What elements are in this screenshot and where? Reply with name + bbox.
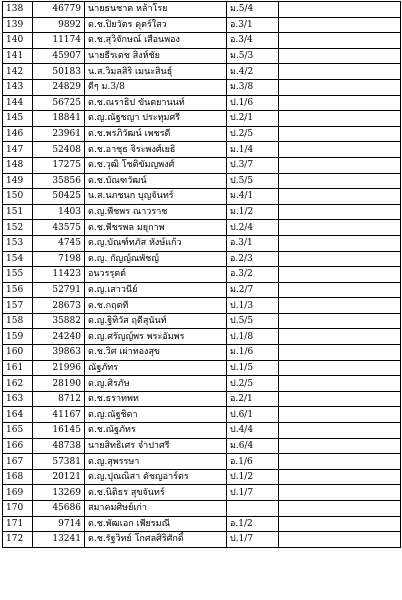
table-row bbox=[3, 376, 401, 392]
student-name-cell: นายธนชาต หล้าโรย bbox=[85, 2, 227, 18]
student-name-cell: ด.ช.ณราธิป ขันตยานนท์ bbox=[85, 95, 227, 111]
student-name-cell: ด.ญ.ศิรภัษ bbox=[85, 376, 227, 392]
class-cell: อ.3/2 bbox=[227, 267, 279, 283]
row-number-cell: 138 bbox=[3, 2, 33, 18]
student-name-cell: ด.ช.วิศ เผ่าทองสุข bbox=[85, 345, 227, 361]
student-name-cell: ด.ญ.พีชพร ณาวราช bbox=[85, 204, 227, 220]
class-cell: ม.1/2 bbox=[227, 204, 279, 220]
student-id-cell: 56725 bbox=[33, 95, 85, 111]
student-name-cell: นายธีรเดช สิงห์ชัย bbox=[85, 48, 227, 64]
class-cell: ป.4/4 bbox=[227, 423, 279, 439]
blank-cell bbox=[279, 251, 401, 267]
table-row bbox=[3, 282, 401, 298]
blank-cell bbox=[279, 189, 401, 205]
blank-cell bbox=[279, 220, 401, 236]
class-cell: อ.3/4 bbox=[227, 33, 279, 49]
student-id-cell: 35882 bbox=[33, 313, 85, 329]
student-id-cell: 48738 bbox=[33, 438, 85, 454]
blank-cell bbox=[279, 142, 401, 158]
class-cell: ม.4/2 bbox=[227, 64, 279, 80]
blank-cell bbox=[279, 17, 401, 33]
row-number-cell: 153 bbox=[3, 235, 33, 251]
class-cell: ม.6/4 bbox=[227, 438, 279, 454]
student-id-cell: 16145 bbox=[33, 423, 85, 439]
student-name-cell: ณัฐภัทร bbox=[85, 360, 227, 376]
student-name-cell: ด.ช.ณัฐภัทร bbox=[85, 423, 227, 439]
row-number-cell: 169 bbox=[3, 485, 33, 501]
class-cell: อ.3/1 bbox=[227, 235, 279, 251]
student-name-cell: ด.ช.วุฒิ โชติขัมญพงศ์ bbox=[85, 157, 227, 173]
class-cell: ป.6/1 bbox=[227, 407, 279, 423]
table-row bbox=[3, 17, 401, 33]
class-cell: ป.1/2 bbox=[227, 469, 279, 485]
student-id-cell: 52791 bbox=[33, 282, 85, 298]
student-name-cell: ด.ญ.สุพรรษา bbox=[85, 454, 227, 470]
blank-cell bbox=[279, 423, 401, 439]
student-id-cell: 39863 bbox=[33, 345, 85, 361]
row-number-cell: 140 bbox=[3, 33, 33, 49]
student-id-cell: 45686 bbox=[33, 501, 85, 517]
student-id-cell: 57381 bbox=[33, 454, 85, 470]
student-id-cell: 52408 bbox=[33, 142, 85, 158]
row-number-cell: 170 bbox=[3, 501, 33, 517]
student-name-cell: ด.ญ.ฐิทิวัส ฤดีสุนันท์ bbox=[85, 313, 227, 329]
row-number-cell: 158 bbox=[3, 313, 33, 329]
row-number-cell: 144 bbox=[3, 95, 33, 111]
student-id-cell: 11423 bbox=[33, 267, 85, 283]
student-id-cell: 21996 bbox=[33, 360, 85, 376]
blank-cell bbox=[279, 469, 401, 485]
blank-cell bbox=[279, 235, 401, 251]
class-cell: ม.4/1 bbox=[227, 189, 279, 205]
class-cell: ป.2/5 bbox=[227, 376, 279, 392]
table-row bbox=[3, 532, 401, 548]
class-cell: ป.2/1 bbox=[227, 111, 279, 127]
table-row bbox=[3, 501, 401, 517]
student-id-cell: 28190 bbox=[33, 376, 85, 392]
roster-table bbox=[2, 1, 401, 548]
student-name-cell: ดีๆ ม.3/8 bbox=[85, 79, 227, 95]
row-number-cell: 141 bbox=[3, 48, 33, 64]
blank-cell bbox=[279, 391, 401, 407]
table-row bbox=[3, 251, 401, 267]
blank-cell bbox=[279, 454, 401, 470]
class-cell: ป.3/7 bbox=[227, 157, 279, 173]
blank-cell bbox=[279, 64, 401, 80]
student-id-cell: 20121 bbox=[33, 469, 85, 485]
student-name-cell: ด.ช.บัณฑวัฒน์ bbox=[85, 173, 227, 189]
blank-cell bbox=[279, 485, 401, 501]
row-number-cell: 168 bbox=[3, 469, 33, 485]
student-name-cell: ด.ญ. กัญญ์ณพัชญ์ bbox=[85, 251, 227, 267]
blank-cell bbox=[279, 173, 401, 189]
table-row bbox=[3, 173, 401, 189]
student-id-cell: 50183 bbox=[33, 64, 85, 80]
student-id-cell: 13269 bbox=[33, 485, 85, 501]
student-id-cell: 9892 bbox=[33, 17, 85, 33]
table-row bbox=[3, 298, 401, 314]
blank-cell bbox=[279, 33, 401, 49]
student-name-cell: น.ส.นภชนก บุญจันทร์ bbox=[85, 189, 227, 205]
row-number-cell: 145 bbox=[3, 111, 33, 127]
blank-cell bbox=[279, 438, 401, 454]
row-number-cell: 171 bbox=[3, 516, 33, 532]
row-number-cell: 163 bbox=[3, 391, 33, 407]
row-number-cell: 154 bbox=[3, 251, 33, 267]
student-id-cell: 1403 bbox=[33, 204, 85, 220]
blank-cell bbox=[279, 111, 401, 127]
table-row bbox=[3, 142, 401, 158]
row-number-cell: 167 bbox=[3, 454, 33, 470]
blank-cell bbox=[279, 360, 401, 376]
row-number-cell: 165 bbox=[3, 423, 33, 439]
blank-cell bbox=[279, 376, 401, 392]
table-row bbox=[3, 360, 401, 376]
row-number-cell: 151 bbox=[3, 204, 33, 220]
table-row bbox=[3, 267, 401, 283]
table-row bbox=[3, 407, 401, 423]
row-number-cell: 156 bbox=[3, 282, 33, 298]
student-id-cell: 45907 bbox=[33, 48, 85, 64]
student-id-cell: 4745 bbox=[33, 235, 85, 251]
row-number-cell: 147 bbox=[3, 142, 33, 158]
class-cell: ป.1/3 bbox=[227, 298, 279, 314]
class-cell: ป.1/7 bbox=[227, 532, 279, 548]
student-name-cell: ด.ช.กฤตที bbox=[85, 298, 227, 314]
blank-cell bbox=[279, 79, 401, 95]
class-cell: ม.1/6 bbox=[227, 345, 279, 361]
row-number-cell: 164 bbox=[3, 407, 33, 423]
blank-cell bbox=[279, 532, 401, 548]
class-cell: ป.5/5 bbox=[227, 173, 279, 189]
student-id-cell: 46779 bbox=[33, 2, 85, 18]
student-name-cell: ด.ช.สุวิจักษณ์ เสือนพอง bbox=[85, 33, 227, 49]
student-id-cell: 9714 bbox=[33, 516, 85, 532]
blank-cell bbox=[279, 267, 401, 283]
student-id-cell: 13241 bbox=[33, 532, 85, 548]
table-row bbox=[3, 235, 401, 251]
table-row bbox=[3, 79, 401, 95]
student-id-cell: 8712 bbox=[33, 391, 85, 407]
blank-cell bbox=[279, 345, 401, 361]
student-id-cell: 23961 bbox=[33, 126, 85, 142]
student-name-cell: ด.ญ.ณัฐชญา ประทุมศรี bbox=[85, 111, 227, 127]
row-number-cell: 146 bbox=[3, 126, 33, 142]
table-row bbox=[3, 516, 401, 532]
student-id-cell: 18841 bbox=[33, 111, 85, 127]
student-name-cell: ด.ช.รัฐวิทย์ โกศลศิริศักดิ์ bbox=[85, 532, 227, 548]
class-cell: ป.1/8 bbox=[227, 329, 279, 345]
student-id-cell: 43575 bbox=[33, 220, 85, 236]
table-row bbox=[3, 33, 401, 49]
row-number-cell: 159 bbox=[3, 329, 33, 345]
table-row bbox=[3, 345, 401, 361]
roster-body bbox=[3, 2, 401, 548]
blank-cell bbox=[279, 516, 401, 532]
blank-cell bbox=[279, 282, 401, 298]
student-id-cell: 24240 bbox=[33, 329, 85, 345]
blank-cell bbox=[279, 329, 401, 345]
student-name-cell: ด.ช.ธราทพท bbox=[85, 391, 227, 407]
student-name-cell: ด.ญ.เสาวนีย์ bbox=[85, 282, 227, 298]
table-row bbox=[3, 469, 401, 485]
table-row bbox=[3, 220, 401, 236]
row-number-cell: 148 bbox=[3, 157, 33, 173]
class-cell: ป.2/5 bbox=[227, 126, 279, 142]
class-cell: ม.5/4 bbox=[227, 2, 279, 18]
class-cell: ป.1/6 bbox=[227, 95, 279, 111]
student-name-cell: ด.ช.พรภิวัฒน์ เพชรดี bbox=[85, 126, 227, 142]
class-cell: ม.1/4 bbox=[227, 142, 279, 158]
student-name-cell: ด.ญ.ณัฐชิดา bbox=[85, 407, 227, 423]
table-row bbox=[3, 95, 401, 111]
student-name-cell: ด.ญ.บัณฑ์ทภัส หังษ์แก้ว bbox=[85, 235, 227, 251]
student-id-cell: 24829 bbox=[33, 79, 85, 95]
student-id-cell: 11174 bbox=[33, 33, 85, 49]
class-cell: ป.1/5 bbox=[227, 360, 279, 376]
table-row bbox=[3, 485, 401, 501]
class-cell: ป.2/4 bbox=[227, 220, 279, 236]
student-id-cell: 7198 bbox=[33, 251, 85, 267]
student-id-cell: 41167 bbox=[33, 407, 85, 423]
student-name-cell: ด.ช.อาชุธ จิระพงศ์เยธิ bbox=[85, 142, 227, 158]
student-name-cell: ด.ญ.ศรัญญ์พร พระอัมพร bbox=[85, 329, 227, 345]
blank-cell bbox=[279, 48, 401, 64]
student-id-cell: 35856 bbox=[33, 173, 85, 189]
class-cell: อ.2/3 bbox=[227, 251, 279, 267]
blank-cell bbox=[279, 126, 401, 142]
class-cell: ม.3/8 bbox=[227, 79, 279, 95]
table-row bbox=[3, 329, 401, 345]
table-row bbox=[3, 126, 401, 142]
student-id-cell: 17275 bbox=[33, 157, 85, 173]
table-row bbox=[3, 48, 401, 64]
row-number-cell: 139 bbox=[3, 17, 33, 33]
class-cell: ป.5/5 bbox=[227, 313, 279, 329]
row-number-cell: 172 bbox=[3, 532, 33, 548]
table-row bbox=[3, 2, 401, 18]
blank-cell bbox=[279, 2, 401, 18]
class-cell: ม.5/3 bbox=[227, 48, 279, 64]
class-cell: อ.1/2 bbox=[227, 516, 279, 532]
student-name-cell: นายสิทธิเศร จำปาศรี bbox=[85, 438, 227, 454]
blank-cell bbox=[279, 501, 401, 517]
student-name-cell: อนวรรุตต์ bbox=[85, 267, 227, 283]
blank-cell bbox=[279, 407, 401, 423]
blank-cell bbox=[279, 95, 401, 111]
blank-cell bbox=[279, 204, 401, 220]
table-row bbox=[3, 64, 401, 80]
student-name-cell: น.ส.วิมลสิริ เมนะสินธุ์ bbox=[85, 64, 227, 80]
row-number-cell: 152 bbox=[3, 220, 33, 236]
row-number-cell: 142 bbox=[3, 64, 33, 80]
student-name-cell: ด.ช.พีชรพล มยุกาพ bbox=[85, 220, 227, 236]
student-id-cell: 28673 bbox=[33, 298, 85, 314]
student-name-cell: ด.ช.นิติธร สุขจันทร์ bbox=[85, 485, 227, 501]
class-cell: อ.1/6 bbox=[227, 454, 279, 470]
blank-cell bbox=[279, 298, 401, 314]
student-name-cell: สมาคมศิษย์เก่า bbox=[85, 501, 227, 517]
table-row bbox=[3, 204, 401, 220]
class-cell: อ.2/1 bbox=[227, 391, 279, 407]
row-number-cell: 157 bbox=[3, 298, 33, 314]
row-number-cell: 160 bbox=[3, 345, 33, 361]
table-row bbox=[3, 438, 401, 454]
row-number-cell: 155 bbox=[3, 267, 33, 283]
blank-cell bbox=[279, 157, 401, 173]
table-row bbox=[3, 391, 401, 407]
student-name-cell: ด.ช.ปิยวัตร ดุตร์ใสว bbox=[85, 17, 227, 33]
row-number-cell: 149 bbox=[3, 173, 33, 189]
row-number-cell: 162 bbox=[3, 376, 33, 392]
table-row bbox=[3, 157, 401, 173]
table-row bbox=[3, 313, 401, 329]
table-row bbox=[3, 423, 401, 439]
row-number-cell: 143 bbox=[3, 79, 33, 95]
table-row bbox=[3, 111, 401, 127]
row-number-cell: 166 bbox=[3, 438, 33, 454]
class-cell: ม.2/7 bbox=[227, 282, 279, 298]
table-row bbox=[3, 189, 401, 205]
table-row bbox=[3, 454, 401, 470]
student-name-cell: ด.ญ.ปุณณิสา ดัชญอาร์ตร bbox=[85, 469, 227, 485]
row-number-cell: 161 bbox=[3, 360, 33, 376]
student-id-cell: 50425 bbox=[33, 189, 85, 205]
row-number-cell: 150 bbox=[3, 189, 33, 205]
class-cell: อ.3/1 bbox=[227, 17, 279, 33]
class-cell bbox=[227, 501, 279, 517]
class-cell: ป.1/7 bbox=[227, 485, 279, 501]
blank-cell bbox=[279, 313, 401, 329]
student-name-cell: ด.ช.พัฒเอก เพียรมณี bbox=[85, 516, 227, 532]
